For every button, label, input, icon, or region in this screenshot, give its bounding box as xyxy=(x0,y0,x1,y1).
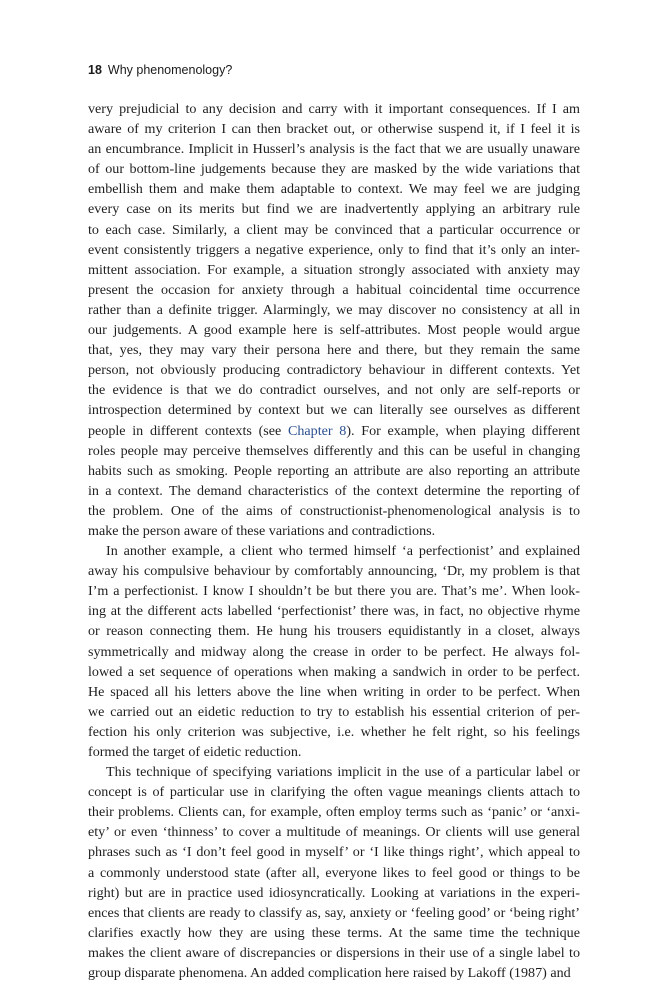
text-line: embellish them and make them adaptable to context. We may feel we are judging xyxy=(88,181,580,198)
text-line: In another example, a client who termed himself ‘a perfectionist’ and explained xyxy=(106,543,580,560)
text-line: ety’ or even ‘thinness’ to cover a multitude of meanings. Or clients will use general xyxy=(88,824,580,841)
text-line: fection his only criterion was subjective, i.e. whether he felt right, so his feelings xyxy=(88,723,580,740)
text-line: a commonly understood state (after all, everyone likes to feel good or things to be xyxy=(88,864,580,881)
text-line: aware of my criterion I can then bracket out, or otherwise suspend it, if I feel it is xyxy=(88,121,580,138)
text-line: mittent association. For example, a situation strongly associated with anxiety may xyxy=(88,261,580,278)
text-line: rather than a definite trigger. Alarmingly, we may discover no consistency at all in xyxy=(88,301,580,318)
chapter-title: Why phenomenology? xyxy=(107,63,233,77)
running-head xyxy=(88,63,232,77)
text-line: He spaced all his letters above the line when writing in order to be perfect. When xyxy=(88,683,580,700)
text-line: formed the target of eidetic reduction. xyxy=(88,744,302,760)
text-line: group disparate phenomena. An added complication here raised by Lakoff (1987) and xyxy=(88,965,571,982)
text-line: ing at the different acts labelled ‘perfectionist’ there was, in fact, no objective rhyme xyxy=(88,603,580,620)
text-line: the evidence is that we do contradict ourselves, and not only are self-reports or xyxy=(88,382,580,399)
text-line: person, not obviously producing contradictory behaviour in different contexts. Yet xyxy=(88,362,580,379)
text-line: right) but are in practice used idiosyncratically. Looking at variations in the experi- xyxy=(88,884,580,901)
text-line: present the occasion for anxiety through a habitual coincidental time occurrence xyxy=(88,281,580,298)
body-text xyxy=(88,99,580,983)
text-line: the problem. One of the aims of constructionist-phenomenological analysis is to xyxy=(88,502,580,519)
text-line: or reason connecting them. He hung his trousers equidistantly in a closet, always xyxy=(88,623,580,640)
text-line: This technique of specifying variations implicit in the use of a particular label or xyxy=(106,764,580,781)
paragraph xyxy=(88,541,580,762)
text-line: of our bottom-line judgements because they are masked by the wide variations that xyxy=(88,161,580,178)
text-line: concept is of particular use in clarifying the often vague meanings clients attach to xyxy=(88,784,580,801)
text-line: event consistently triggers a negative experience, only to find that it’s only an inter- xyxy=(88,241,580,258)
text-line: I’m a perfectionist. I know I shouldn’t be but there you are. That’s me’. When look- xyxy=(88,583,580,600)
text-line: phrases such as ‘I don’t feel good in myself’ or ‘I like things right’, which appeal to xyxy=(88,844,580,861)
text-line: their problems. Clients can, for example, often employ terms such as ‘panic’ or ‘anxi- xyxy=(88,804,580,821)
text-line: very prejudicial to any decision and carry with it important consequences. If I am xyxy=(88,101,580,117)
text-line: clarifies exactly how they are using these terms. At the same time the technique xyxy=(88,924,580,941)
text-line: in a context. The demand characteristics of the context determine the reporting of xyxy=(88,482,580,499)
text-line: every case on its merits but find we are inadvertently applying an arbitrary rule xyxy=(88,201,580,218)
text-line: makes the client aware of discrepancies or dispersions in their use of a single label to xyxy=(88,944,580,961)
text-line: that, yes, they may vary their persona here and there, but they remain the same xyxy=(88,342,580,359)
text-line: our judgements. A good example here is self-attributes. Most people would argue xyxy=(88,322,580,339)
text-line: ences that clients are ready to classify as, say, anxiety or ‘feeling good’ or ‘being right’ xyxy=(88,904,580,921)
paragraph xyxy=(88,762,580,983)
chapter-link[interactable]: Chapter 8 xyxy=(287,422,347,439)
text-line: make the person aware of these variations and contradictions. xyxy=(88,522,436,539)
text-line: people in different contexts (see Chapter 8). For example, when playing different xyxy=(88,422,580,439)
text-line: symmetrically and midway along the crease in order to be perfect. He always fol- xyxy=(88,643,580,660)
text-line: roles people may perceive themselves differently and this can be useful in changing xyxy=(88,442,580,459)
text-line: lowed a set sequence of operations when making a sandwich in order to be perfect. xyxy=(88,663,580,680)
text-line: introspection determined by context but we can literally see ourselves as different xyxy=(88,402,580,419)
text-line: habits such as smoking. People reporting an attribute are also reporting an attribute xyxy=(88,462,580,479)
paragraph xyxy=(88,99,580,541)
text-line: we carried out an eidetic reduction to try to establish his essential criterion of per- xyxy=(88,703,580,720)
text-line: to each case. Similarly, a client may be convinced that a particular occurrence or xyxy=(88,221,580,238)
text-line: away his compulsive behaviour by comfortably announcing, ‘Dr, my problem is that xyxy=(88,563,580,580)
page-number: 18 xyxy=(88,63,102,77)
text-line: an encumbrance. Implicit in Husserl’s analysis is the fact that we are usually unaware xyxy=(88,141,580,158)
